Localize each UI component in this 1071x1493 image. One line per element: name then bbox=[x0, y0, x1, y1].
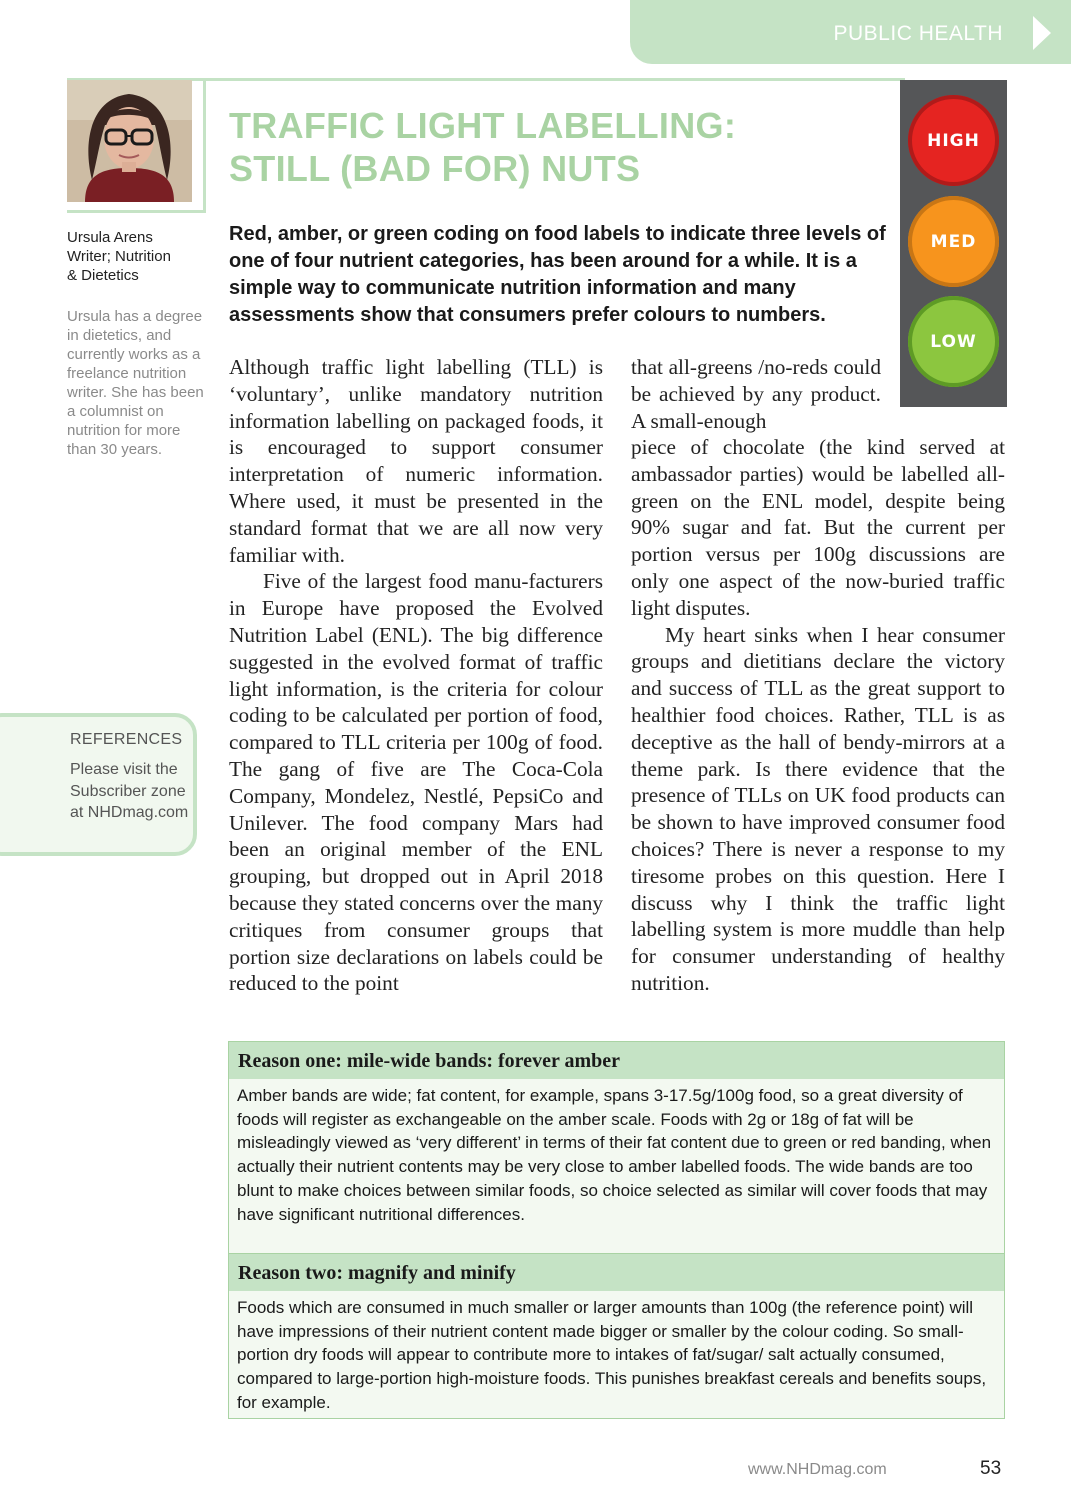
body-paragraph-3-rest: piece of chocolate (the kind served at ambassador parties) would be labelled all-green on the ENL model, despite being 90% sugar and fat. But the current per portion versus per 100g discussions are only one aspect of the now-buried traffic light disputes. bbox=[631, 435, 1005, 620]
author-bio: Ursula has a degree in dietetics, and currently works as a freelance nutrition writer. She has been a columnist on nutrition for more than 30 years. bbox=[67, 308, 204, 458]
author-photo bbox=[67, 80, 192, 202]
title-line-2: STILL (BAD FOR) NUTS bbox=[229, 148, 641, 189]
author-name: Ursula Arens bbox=[67, 229, 153, 246]
traffic-light-graphic bbox=[900, 80, 1007, 407]
reason-two-text: Foods which are consumed in much smaller or larger amounts than 100g (the reference point) will have impressions of their nutrient content made bigger or smaller by the colour coding. So small-portion dry foods will appear to contribute more to intakes of fat/sugar/ salt actually consumed, compared to large-portion high-moisture foods. This punishes breakfast cereals and benefits soups, for example. bbox=[237, 1298, 987, 1412]
title-frame-divider bbox=[203, 78, 206, 212]
reason-two-box bbox=[228, 1254, 1005, 1419]
body-paragraph-4: My heart sinks when I hear consumer groups and dietitians declare the victory and success of TLL as the great support to healthier food choices. Rather, TLL is as deceptive as the hall of bendy-mirrors at a theme park. Is there evidence that the presence of TLLs on UK food products can be shown to have improved consumer food choices? There is never a response to my tiresome probes on this question. Here I discuss why I think the traffic light labelling system is more muddle than help for consumer understanding of healthy nutrition. bbox=[631, 622, 1005, 995]
references-title: REFERENCES bbox=[70, 731, 183, 748]
body-column-right bbox=[631, 434, 1005, 997]
reason-one-box bbox=[228, 1041, 1005, 1254]
reason-two-heading: Reason two: magnify and minify bbox=[229, 1254, 1004, 1291]
standfirst: Red, amber, or green coding on food labels to indicate three levels of one of four nutrient categories, has been around for a while. It is a simple way to communicate nutrition information and many assessments show that consumers prefer colours to numbers. bbox=[229, 223, 886, 326]
author-byline bbox=[67, 228, 202, 285]
body-column-left bbox=[229, 354, 603, 997]
photo-underline bbox=[67, 210, 206, 213]
reason-one-heading: Reason one: mile-wide bands: forever amber bbox=[229, 1042, 1004, 1079]
author-role-line1: Writer; Nutrition bbox=[67, 248, 171, 265]
section-label: PUBLIC HEALTH bbox=[833, 22, 1003, 45]
section-tab bbox=[630, 0, 1071, 64]
body-paragraph-3-start: that all-greens /no-reds could be achieved by any product. A small-enough bbox=[631, 355, 881, 433]
body-column-right-top bbox=[631, 354, 881, 434]
author-role-line2: & Dietetics bbox=[67, 267, 139, 284]
body-paragraph-2: Five of the largest food manu-facturers in Europe have proposed the Evolved Nutrition Label (ENL). The big difference suggested in the evolved format of traffic light information, is the criteria for colour coding to be calculated per portion of food, compared to TLL criteria per 100g of food. The gang of five are The Coca-Cola Company, Mondelez, Nestlé, PepsiCo and Unilever. The food company Mars had been an original member of the ENL grouping, but dropped out in April 2018 because they stated concerns over the many critiques from consumer groups that portion size declarations on labels could be reduced to the point bbox=[229, 569, 603, 996]
author-portrait-icon bbox=[67, 80, 192, 202]
article-title bbox=[229, 104, 889, 190]
footer-website-link[interactable]: www.NHDmag.com bbox=[748, 1461, 887, 1478]
references-text: Please visit the Subscriber zone at NHDmag.com bbox=[70, 761, 189, 821]
reason-one-text: Amber bands are wide; fat content, for example, spans 3-17.5g/100g food, so a great diversity of foods will register as exchangeable on the amber scale. Foods with 2g or 18g of fat will be misleadingly viewed as ‘very different’ in terms of their fat content due to green or red banding, when actually their nutrient contents may be very close to amber labelled foods. The wide bands are too blunt to make choices between similar foods, so choice selected as similar will cover foods that may have significant nutritional differences. bbox=[237, 1086, 992, 1224]
traffic-light-med: MED bbox=[908, 196, 999, 287]
title-line-1: TRAFFIC LIGHT LABELLING: bbox=[229, 105, 737, 146]
traffic-light-high: HIGH bbox=[908, 95, 999, 186]
body-paragraph-1: Although traffic light labelling (TLL) is ‘voluntary’, unlike mandatory nutrition information labelling on packaged foods, it is encouraged to support consumer interpretation of numeric information. Where used, it must be presented in the standard format that we are all now very familiar with. bbox=[229, 355, 603, 567]
traffic-light-low: LOW bbox=[908, 296, 999, 387]
page-number: 53 bbox=[980, 1458, 1002, 1479]
references-box bbox=[0, 713, 197, 856]
arrow-right-icon bbox=[1033, 16, 1051, 50]
